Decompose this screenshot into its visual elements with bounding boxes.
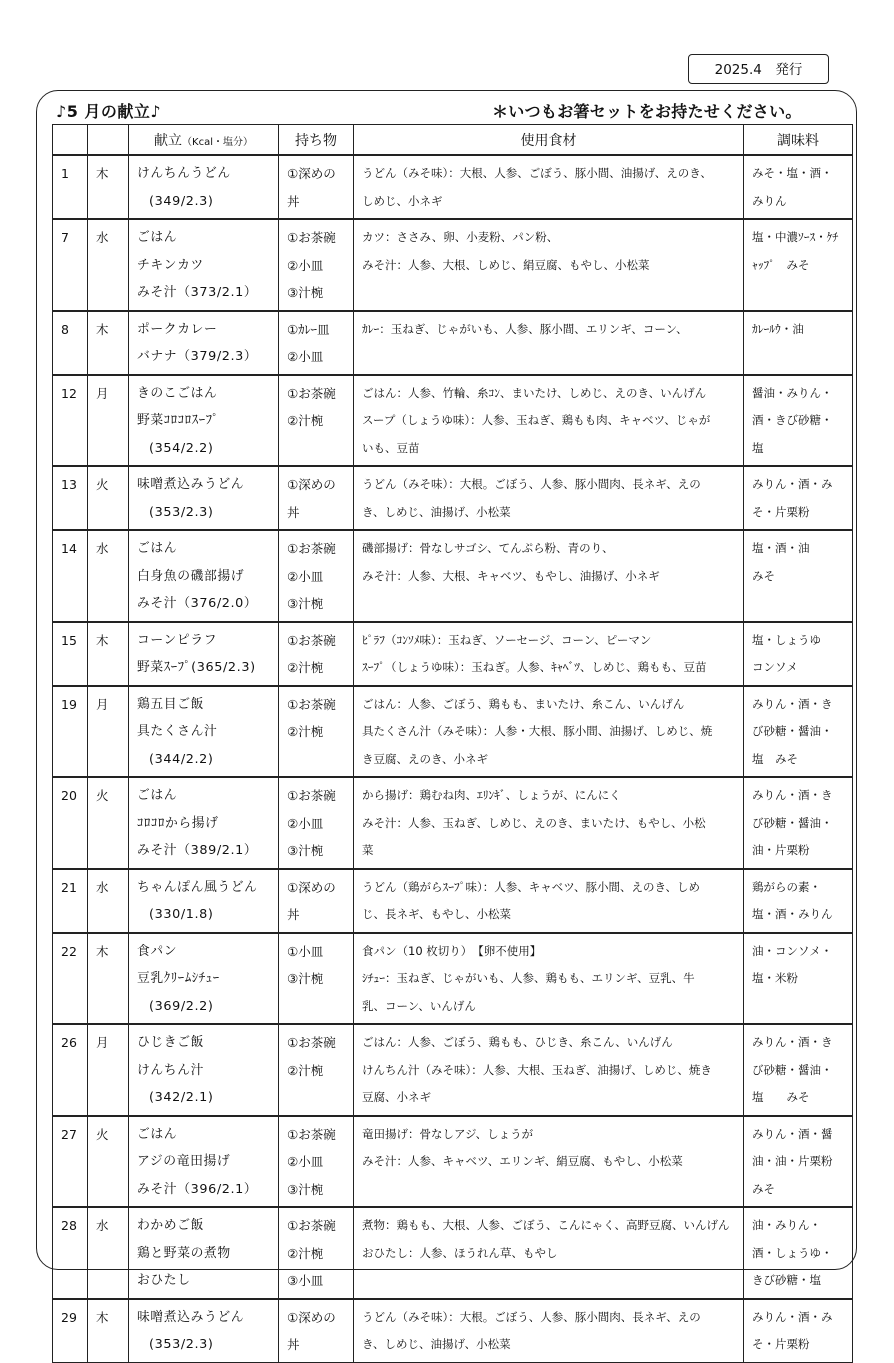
weekday-cell: 木 bbox=[88, 933, 129, 1025]
date-cell: 22 bbox=[53, 933, 88, 1025]
ingredients-cell-line: ごはん：人参、竹輪、糸ｺﾝ、まいたけ、しめじ、えのき、いんげん bbox=[362, 385, 707, 400]
bring-items-cell-line: ①お茶碗 bbox=[287, 230, 336, 245]
header-menu-label: 献立 bbox=[154, 132, 183, 149]
menu-cell-line: けんちん汁 bbox=[137, 1062, 204, 1078]
seasoning-cell-line: そ・片栗粉 bbox=[752, 504, 810, 519]
seasoning-cell bbox=[744, 311, 853, 375]
seasoning-cell-line: きび砂糖・塩 bbox=[752, 1273, 821, 1287]
seasoning-cell-line: 塩 みそ bbox=[752, 751, 798, 766]
weekday-cell: 水 bbox=[88, 869, 129, 933]
bring-items-cell-line: ①お茶碗 bbox=[287, 1218, 336, 1233]
ingredients-cell bbox=[354, 155, 744, 219]
bring-items-cell-line: ②小皿 bbox=[287, 257, 324, 273]
menu-row bbox=[53, 375, 853, 467]
menu-cell-line: (354/2.2) bbox=[149, 440, 214, 456]
bring-items-cell bbox=[279, 375, 354, 467]
weekday-cell: 水 bbox=[88, 219, 129, 311]
seasoning-cell-line: そ・片栗粉 bbox=[752, 1337, 810, 1351]
menu-cell-line: (344/2.2) bbox=[149, 751, 214, 767]
bring-items-cell bbox=[279, 466, 354, 530]
seasoning-cell-line: 鶏がらの素・ bbox=[752, 879, 821, 894]
bring-items-cell-line: ③汁椀 bbox=[287, 285, 324, 300]
date-cell: 20 bbox=[53, 777, 88, 869]
bring-items-cell bbox=[279, 155, 354, 219]
date-cell: 28 bbox=[53, 1207, 88, 1299]
date-cell: 15 bbox=[53, 622, 88, 686]
seasoning-cell bbox=[744, 1207, 853, 1299]
menu-cell bbox=[129, 622, 279, 686]
weekday-cell: 火 bbox=[88, 466, 129, 530]
seasoning-cell-line: みりん bbox=[752, 193, 787, 208]
bring-items-cell-line: ②汁椀 bbox=[287, 413, 324, 428]
menu-cell-line: 白身魚の磯部揚げ bbox=[137, 568, 245, 584]
ingredients-cell bbox=[354, 869, 744, 933]
bring-items-cell bbox=[279, 777, 354, 869]
header-row bbox=[53, 125, 853, 156]
ingredients-cell bbox=[354, 777, 744, 869]
ingredients-cell bbox=[354, 1207, 744, 1299]
menu-cell-line: ポークカレー bbox=[137, 321, 218, 337]
ingredients-cell-line: うどん（みそ味）：大根、人参、ごぼう、豚小間、油揚げ、えのき、 bbox=[362, 166, 712, 180]
bring-items-cell-line: ③汁椀 bbox=[287, 1181, 324, 1197]
date-cell: 7 bbox=[53, 219, 88, 311]
weekday-cell: 木 bbox=[88, 622, 129, 686]
seasoning-cell-line: みりん・酒・き bbox=[752, 696, 833, 711]
seasoning-cell-line: 油・みりん・ bbox=[752, 1218, 821, 1232]
seasoning-cell-line: 塩 みそ bbox=[752, 1090, 810, 1104]
menu-cell-line: ちゃんぽん風うどん bbox=[137, 879, 258, 895]
menu-cell-line: みそ汁（376/2.0） bbox=[137, 596, 258, 611]
menu-cell bbox=[129, 1299, 279, 1363]
menu-cell-line: コーンピラフ bbox=[137, 632, 218, 648]
ingredients-cell-line: 食パン（10 枚切り） 【卵不使用】 bbox=[362, 943, 542, 958]
bring-items-cell-line: 丼 bbox=[287, 193, 300, 209]
menu-cell-line: ごはん bbox=[137, 1126, 178, 1142]
weekday-cell: 月 bbox=[88, 375, 129, 467]
seasoning-cell-line: 油・コンソメ・ bbox=[752, 943, 833, 958]
chopsticks-note: ＊いつもお箸セットをお持たせください。 bbox=[492, 102, 802, 121]
seasoning-cell bbox=[744, 686, 853, 778]
date-cell: 13 bbox=[53, 466, 88, 530]
menu-cell-line: きのこごはん bbox=[137, 385, 218, 401]
seasoning-cell bbox=[744, 622, 853, 686]
date-cell: 19 bbox=[53, 686, 88, 778]
menu-row bbox=[53, 155, 853, 219]
bring-items-cell-line: ①深めの bbox=[287, 166, 336, 181]
seasoning-cell-line: みそ bbox=[752, 1181, 775, 1196]
seasoning-cell-line: みりん・酒・き bbox=[752, 1035, 833, 1049]
menu-row bbox=[53, 933, 853, 1025]
menu-cell bbox=[129, 1207, 279, 1299]
bring-items-cell-line: ①深めの bbox=[287, 879, 336, 895]
seasoning-cell-line: び砂糖・醤油・ bbox=[752, 815, 833, 830]
seasoning-cell-line: みりん・酒・醤 bbox=[752, 1126, 833, 1141]
bring-items-cell-line: ③汁椀 bbox=[287, 843, 324, 858]
seasoning-cell-line: 酒・しょうゆ・ bbox=[752, 1245, 833, 1260]
menu-cell-line: (369/2.2) bbox=[149, 998, 214, 1014]
ingredients-cell-line: しめじ、小ネギ bbox=[362, 193, 443, 208]
menu-cell bbox=[129, 1116, 279, 1208]
seasoning-cell bbox=[744, 1116, 853, 1208]
bring-items-cell-line: ①お茶碗 bbox=[287, 632, 336, 648]
bring-items-cell-line: 丼 bbox=[287, 504, 300, 520]
menu-cell bbox=[129, 933, 279, 1025]
seasoning-cell-line: ｬｯﾌﾟ みそ bbox=[752, 257, 810, 272]
ingredients-cell-line: じ、長ネギ、もやし、小松菜 bbox=[362, 907, 512, 921]
bring-items-cell-line: ①お茶碗 bbox=[287, 541, 336, 556]
bring-items-cell-line: ①深めの bbox=[287, 1309, 336, 1325]
bring-items-cell-line: ①小皿 bbox=[287, 943, 324, 959]
bring-items-cell-line: ①お茶碗 bbox=[287, 1126, 336, 1142]
bring-items-cell bbox=[279, 311, 354, 375]
seasoning-cell-line: ｶﾚｰﾙｳ・油 bbox=[752, 321, 804, 336]
ingredients-cell bbox=[354, 1024, 744, 1116]
ingredients-cell bbox=[354, 622, 744, 686]
ingredients-cell bbox=[354, 1299, 744, 1363]
ingredients-cell-line: ごはん：人参、ごぼう、鶏もも、ひじき、糸こん、いんげん bbox=[362, 1035, 673, 1049]
bring-items-cell-line: ②小皿 bbox=[287, 349, 324, 364]
menu-cell-line: ｺﾛｺﾛから揚げ bbox=[137, 815, 219, 831]
menu-cell-line: みそ汁（396/2.1） bbox=[137, 1181, 258, 1197]
menu-cell bbox=[129, 869, 279, 933]
weekday-cell: 火 bbox=[88, 1116, 129, 1208]
bring-items-cell bbox=[279, 933, 354, 1025]
bring-items-cell-line: ③小皿 bbox=[287, 1273, 324, 1288]
menu-cell-line: アジの竜田揚げ bbox=[137, 1154, 231, 1169]
header-menu-sub: （Kcal・塩分） bbox=[182, 136, 253, 148]
seasoning-cell bbox=[744, 777, 853, 869]
menu-cell-line: ごはん bbox=[137, 788, 178, 803]
seasoning-cell bbox=[744, 466, 853, 530]
menu-row bbox=[53, 1116, 853, 1208]
menu-cell-line: ひじきご飯 bbox=[137, 1035, 204, 1050]
ingredients-cell-line: ｼﾁｭｰ：玉ねぎ、じゃがいも、人参、鶏もも、エリンギ、豆乳、牛 bbox=[362, 971, 695, 985]
bring-items-cell-line: ③汁椀 bbox=[287, 971, 324, 986]
seasoning-cell-line: 塩・しょうゆ bbox=[752, 632, 821, 647]
page-title: ♪5 月の献立♪ bbox=[56, 102, 162, 121]
ingredients-cell-line: 煮物：鶏もも、大根、人参、ごぼう、こんにゃく、高野豆腐、いんげん bbox=[362, 1218, 730, 1232]
menu-cell-line: (353/2.3) bbox=[149, 504, 214, 520]
ingredients-cell-line: ｶﾚｰ：玉ねぎ、じゃがいも、人参、豚小間、エリンギ、コーン、 bbox=[362, 321, 688, 336]
ingredients-cell bbox=[354, 1116, 744, 1208]
menu-cell-line: ごはん bbox=[137, 541, 178, 556]
seasoning-cell-line: コンソメ bbox=[752, 660, 798, 674]
bring-items-cell-line: ②汁椀 bbox=[287, 724, 324, 739]
weekday-cell: 月 bbox=[88, 686, 129, 778]
bring-items-cell-line: ①深めの bbox=[287, 477, 336, 492]
bring-items-cell-line: ②小皿 bbox=[287, 815, 324, 831]
menu-row bbox=[53, 1207, 853, 1299]
ingredients-cell-line: き豆腐、えのき、小ネギ bbox=[362, 751, 489, 766]
menu-cell-line: (330/1.8) bbox=[149, 907, 214, 922]
bring-items-cell bbox=[279, 686, 354, 778]
ingredients-cell-line: 竜田揚げ：骨なしアジ、しょうが bbox=[362, 1126, 534, 1141]
bring-items-cell bbox=[279, 622, 354, 686]
menu-cell bbox=[129, 311, 279, 375]
header-menu bbox=[129, 125, 279, 156]
ingredients-cell-line: おひたし：人参、ほうれん草、もやし bbox=[362, 1245, 558, 1260]
ingredients-cell bbox=[354, 686, 744, 778]
menu-cell-line: 味噌煮込みうどん bbox=[137, 1309, 245, 1325]
ingredients-cell-line: けんちん汁（みそ味）：人参、大根、玉ねぎ、油揚げ、しめじ、焼き bbox=[362, 1062, 712, 1077]
bring-items-cell bbox=[279, 869, 354, 933]
menu-table bbox=[52, 124, 853, 1363]
ingredients-cell-line: き、しめじ、油揚げ、小松菜 bbox=[362, 1337, 511, 1351]
ingredients-cell-line: 豆腐、小ネギ bbox=[362, 1090, 431, 1104]
ingredients-cell-line: みそ汁：人参、キャベツ、エリンギ、絹豆腐、もやし、小松菜 bbox=[362, 1154, 683, 1168]
ingredients-cell-line: から揚げ：鶏むね肉、ｴﾘﾝｷﾞ、しょうが、にんにく bbox=[362, 788, 621, 802]
bring-items-cell-line: ③汁椀 bbox=[287, 596, 324, 611]
bring-items-cell-line: ①お茶碗 bbox=[287, 1035, 336, 1050]
seasoning-cell-line: 醤油・みりん・ bbox=[752, 385, 833, 400]
ingredients-cell-line: ｽｰﾌﾟ（しょうゆ味）：玉ねぎ。人参、ｷｬﾍﾞﾂ、しめじ、鶏もも、豆苗 bbox=[362, 660, 707, 674]
bring-items-cell-line: 丼 bbox=[287, 907, 300, 922]
menu-row bbox=[53, 466, 853, 530]
bring-items-cell-line: ①お茶碗 bbox=[287, 385, 336, 401]
date-cell: 27 bbox=[53, 1116, 88, 1208]
menu-cell-line: チキンカツ bbox=[137, 257, 204, 273]
menu-cell-line: (342/2.1) bbox=[149, 1090, 214, 1105]
seasoning-cell-line: みりん・酒・み bbox=[752, 477, 833, 491]
seasoning-cell-line: 酒・きび砂糖・ bbox=[752, 413, 833, 427]
menu-cell-line: わかめご飯 bbox=[137, 1218, 204, 1233]
weekday-cell: 水 bbox=[88, 1207, 129, 1299]
date-cell: 29 bbox=[53, 1299, 88, 1363]
ingredients-cell bbox=[354, 375, 744, 467]
menu-cell bbox=[129, 375, 279, 467]
menu-cell-line: みそ汁（389/2.1） bbox=[137, 843, 258, 858]
seasoning-cell-line: 塩・酒・油 bbox=[752, 541, 810, 555]
menu-cell bbox=[129, 1024, 279, 1116]
seasoning-cell bbox=[744, 375, 853, 467]
seasoning-cell-line: みりん・酒・み bbox=[752, 1309, 833, 1324]
date-cell: 26 bbox=[53, 1024, 88, 1116]
seasoning-cell bbox=[744, 219, 853, 311]
header-dow bbox=[88, 125, 129, 156]
ingredients-cell-line: みそ汁：人参、玉ねぎ、しめじ、えのき、まいたけ、もやし、小松 bbox=[362, 815, 706, 830]
ingredients-cell-line: スープ（しょうゆ味）：人参、玉ねぎ、鶏もも肉、キャベツ、じゃが bbox=[362, 413, 711, 427]
seasoning-cell-line: 油・油・片栗粉 bbox=[752, 1154, 833, 1168]
menu-cell-line: おひたし bbox=[137, 1273, 191, 1288]
seasoning-cell-line: みそ・塩・酒・ bbox=[752, 166, 833, 180]
ingredients-cell-line: ﾋﾟﾗﾌ（ｺﾝｿﾒ味）：玉ねぎ、ソーセージ、コーン、ピーマン bbox=[362, 632, 652, 647]
ingredients-cell bbox=[354, 530, 744, 622]
menu-row bbox=[53, 1299, 853, 1363]
menu-cell-line: 野菜ｺﾛｺﾛｽｰﾌﾟ bbox=[137, 413, 220, 428]
ingredients-cell-line: 磯部揚げ：骨なしサゴシ、てんぷら粉、青のり、 bbox=[362, 541, 614, 555]
seasoning-cell bbox=[744, 530, 853, 622]
ingredients-cell-line: うどん（みそ味）：大根。ごぼう、人参、豚小間肉、長ネギ、えの bbox=[362, 1309, 701, 1324]
bring-items-cell bbox=[279, 1116, 354, 1208]
ingredients-cell-line: みそ汁：人参、大根、しめじ、絹豆腐、もやし、小松菜 bbox=[362, 257, 650, 272]
menu-row bbox=[53, 869, 853, 933]
seasoning-cell bbox=[744, 869, 853, 933]
menu-row bbox=[53, 219, 853, 311]
date-cell: 21 bbox=[53, 869, 88, 933]
bring-items-cell-line: ①ｶﾚｰ皿 bbox=[287, 321, 330, 337]
seasoning-cell-line: 油・片栗粉 bbox=[752, 843, 810, 857]
menu-cell-line: バナナ（379/2.3） bbox=[137, 349, 258, 364]
bring-items-cell-line: ②汁椀 bbox=[287, 1245, 324, 1261]
menu-row bbox=[53, 1024, 853, 1116]
menu-cell bbox=[129, 777, 279, 869]
bring-items-cell bbox=[279, 1024, 354, 1116]
menu-cell-line: 豆乳ｸﾘｰﾑｼﾁｭｰ bbox=[137, 971, 220, 986]
menu-cell bbox=[129, 686, 279, 778]
weekday-cell: 木 bbox=[88, 1299, 129, 1363]
seasoning-cell-line: 塩・中濃ｿｰｽ・ｹﾁ bbox=[752, 230, 839, 244]
date-cell: 8 bbox=[53, 311, 88, 375]
bring-items-cell-line: ②小皿 bbox=[287, 568, 324, 584]
bring-items-cell-line: ②汁椀 bbox=[287, 1062, 324, 1078]
menu-row bbox=[53, 530, 853, 622]
menu-row bbox=[53, 311, 853, 375]
ingredients-cell-line: うどん（鶏がらｽｰﾌﾟ味）：人参、キャベツ、豚小間、えのき、しめ bbox=[362, 879, 700, 894]
header-date bbox=[53, 125, 88, 156]
weekday-cell: 木 bbox=[88, 311, 129, 375]
header-bring: 持ち物 bbox=[279, 125, 354, 156]
ingredients-cell-line: き、しめじ、油揚げ、小松菜 bbox=[362, 504, 511, 519]
bring-items-cell-line: ①お茶碗 bbox=[287, 696, 336, 712]
seasoning-cell-line: び砂糖・醤油・ bbox=[752, 724, 833, 738]
weekday-cell: 月 bbox=[88, 1024, 129, 1116]
menu-cell-line: (353/2.3) bbox=[149, 1337, 214, 1352]
menu-cell-line: 味噌煮込みうどん bbox=[137, 477, 245, 492]
menu-cell bbox=[129, 466, 279, 530]
menu-row bbox=[53, 686, 853, 778]
header-seasoning: 調味料 bbox=[744, 125, 853, 156]
ingredients-cell bbox=[354, 466, 744, 530]
seasoning-cell bbox=[744, 933, 853, 1025]
menu-cell-line: 野菜ｽｰﾌﾟ(365/2.3) bbox=[137, 660, 256, 675]
date-cell: 1 bbox=[53, 155, 88, 219]
menu-row bbox=[53, 777, 853, 869]
menu-cell bbox=[129, 219, 279, 311]
menu-cell-line: 鶏と野菜の煮物 bbox=[137, 1245, 231, 1261]
issue-date-box: 2025.4 発行 bbox=[688, 54, 829, 84]
weekday-cell: 火 bbox=[88, 777, 129, 869]
bring-items-cell bbox=[279, 219, 354, 311]
bring-items-cell bbox=[279, 1207, 354, 1299]
menu-cell-line: けんちんうどん bbox=[137, 166, 231, 181]
ingredients-cell-line: 具たくさん汁（みそ味）：人参・大根、豚小間、油揚げ、しめじ、焼 bbox=[362, 724, 713, 738]
ingredients-cell-line: みそ汁：人参、大根、キャベツ、もやし、油揚げ、小ネギ bbox=[362, 568, 660, 583]
weekday-cell: 木 bbox=[88, 155, 129, 219]
ingredients-cell-line: うどん（みそ味）：大根。ごぼう、人参、豚小間肉、長ネギ、えの bbox=[362, 477, 701, 491]
menu-row bbox=[53, 622, 853, 686]
bring-items-cell bbox=[279, 530, 354, 622]
seasoning-cell-line: みそ bbox=[752, 568, 775, 583]
weekday-cell: 水 bbox=[88, 530, 129, 622]
menu-cell-line: ごはん bbox=[137, 230, 178, 245]
bring-items-cell bbox=[279, 1299, 354, 1363]
header-ingredients: 使用食材 bbox=[354, 125, 744, 156]
ingredients-cell bbox=[354, 311, 744, 375]
menu-cell-line: (349/2.3) bbox=[149, 193, 214, 209]
seasoning-cell bbox=[744, 1299, 853, 1363]
seasoning-cell-line: みりん・酒・き bbox=[752, 788, 833, 802]
seasoning-cell-line: び砂糖・醤油・ bbox=[752, 1062, 833, 1077]
ingredients-cell-line: 乳、コーン、いんげん bbox=[362, 998, 476, 1013]
bring-items-cell-line: ②汁椀 bbox=[287, 660, 324, 675]
menu-cell-line: 鶏五目ご飯 bbox=[137, 696, 204, 712]
seasoning-cell-line: 塩 bbox=[752, 440, 764, 455]
ingredients-cell-line: 菜 bbox=[362, 843, 374, 857]
menu-cell bbox=[129, 530, 279, 622]
ingredients-cell-line: ごはん：人参、ごぼう、鶏もも、まいたけ、糸こん、いんげん bbox=[362, 696, 685, 711]
ingredients-cell-line: カツ：ささみ、卵、小麦粉、パン粉、 bbox=[362, 230, 559, 244]
seasoning-cell bbox=[744, 155, 853, 219]
date-cell: 12 bbox=[53, 375, 88, 467]
ingredients-cell bbox=[354, 933, 744, 1025]
bring-items-cell-line: ①お茶碗 bbox=[287, 788, 336, 803]
menu-cell-line: 食パン bbox=[137, 943, 178, 959]
date-cell: 14 bbox=[53, 530, 88, 622]
seasoning-cell-line: 塩・酒・みりん bbox=[752, 907, 833, 921]
seasoning-cell-line: 塩・米粉 bbox=[752, 971, 798, 985]
bring-items-cell-line: ②小皿 bbox=[287, 1154, 324, 1169]
bring-items-cell-line: 丼 bbox=[287, 1337, 300, 1352]
menu-cell bbox=[129, 155, 279, 219]
seasoning-cell bbox=[744, 1024, 853, 1116]
menu-cell-line: みそ汁（373/2.1） bbox=[137, 285, 258, 300]
ingredients-cell bbox=[354, 219, 744, 311]
ingredients-cell-line: いも、豆苗 bbox=[362, 440, 420, 455]
menu-cell-line: 具たくさん汁 bbox=[137, 724, 218, 739]
